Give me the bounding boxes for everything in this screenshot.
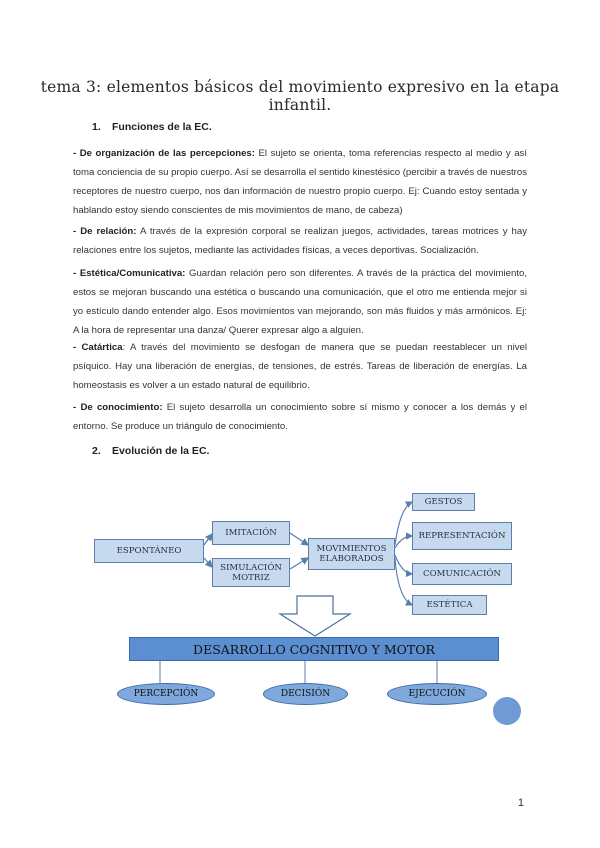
- curve-to-comunicacion: [395, 555, 412, 574]
- arrow-imitacion-movimientos: [290, 533, 308, 545]
- section-title: Evolución de la EC.: [112, 445, 210, 457]
- down-arrow: [280, 596, 350, 636]
- decorative-circle: [493, 697, 521, 725]
- function-label: - De relación:: [73, 226, 137, 237]
- ellipse-decision: DECISIÓN: [263, 683, 348, 705]
- page-title: tema 3: elementos básicos del movimiento expresivo en la etapa infantil.: [40, 78, 560, 114]
- banner-desarrollo: DESARROLLO COGNITIVO Y MOTOR: [129, 637, 499, 661]
- box-estetica: ESTÉTICA: [412, 595, 487, 615]
- function-text: A través de la expresión corporal se realizan juegos, actividades, tareas motrices y hay relaciones entre los sujetos, mediante las actividades físicas, a veces deportivas. Socialización.: [73, 226, 527, 256]
- curve-to-estetica: [395, 558, 412, 605]
- box-espontaneo: ESPONTÁNEO: [94, 539, 204, 563]
- ellipse-percepcion: PERCEPCIÓN: [117, 683, 215, 705]
- page-number: 1: [517, 797, 524, 809]
- section-number: 2.: [92, 445, 101, 457]
- box-gestos: GESTOS: [412, 493, 475, 511]
- arrow-espontaneo-imitacion: [204, 534, 212, 545]
- function-text: Guardan relación pero son diferentes. A través de la práctica del movimiento, estos se mejoran buscando una estética o buscando una comunicación, que el otro me entienda mejor si yo estículo dando entender algo. Esos movimientos van mejorando, son más fluidos y más armónicos. Ej: A la hora de representar una danza/ Querer expresar algo a alguien.: [73, 268, 527, 336]
- box-movimientos-elaborados: MOVIMIENTOS ELABORADOS: [308, 538, 395, 570]
- function-label: - De organización de las percepciones:: [73, 148, 255, 159]
- function-label: - Catártica: [73, 342, 123, 353]
- box-simulacion-motriz: SIMULACIÓN MOTRIZ: [212, 558, 290, 587]
- function-label: - De conocimiento:: [73, 402, 163, 413]
- section-number: 1.: [92, 121, 101, 133]
- function-text: : A través del movimiento se desfogan de manera que se puedan reestablecer un nivel psíquico. Hay una liberación de energías, de tensiones, de estrés. Tareas de liberación de energías. La homeostasis es volver a un estado natural de equilibrio.: [73, 342, 527, 391]
- box-comunicacion: COMUNICACIÓN: [412, 563, 512, 585]
- function-text: El sujeto desarrolla un conocimiento sobre sí mismo y conocer a los demás y el entorno. Se produce un triángulo de conocimiento.: [73, 402, 527, 432]
- function-text: El sujeto se orienta, toma referencias respecto al medio y así toma conciencia de su propio cuerpo. Así se desarrolla el sentido kinestésico (percibir a través de nuestros receptores de nuestro cuerpo, nos dan información de nuestro propio cuerpo. Ej: Cuando estoy sentada y hablando estoy siendo conscientes de mis movimientos de mano, de cabeza): [73, 148, 527, 216]
- arrow-espontaneo-simulacion: [204, 558, 212, 567]
- curve-to-representacion: [395, 536, 412, 548]
- section-title: Funciones de la EC.: [112, 121, 212, 133]
- ellipse-ejecucion: EJECUCIÓN: [387, 683, 487, 705]
- function-label: - Estética/Comunicativa:: [73, 268, 186, 279]
- arrow-simulacion-movimientos: [290, 558, 308, 569]
- box-representacion: REPRESENTACIÓN: [412, 522, 512, 550]
- box-imitacion: IMITACIÓN: [212, 521, 290, 545]
